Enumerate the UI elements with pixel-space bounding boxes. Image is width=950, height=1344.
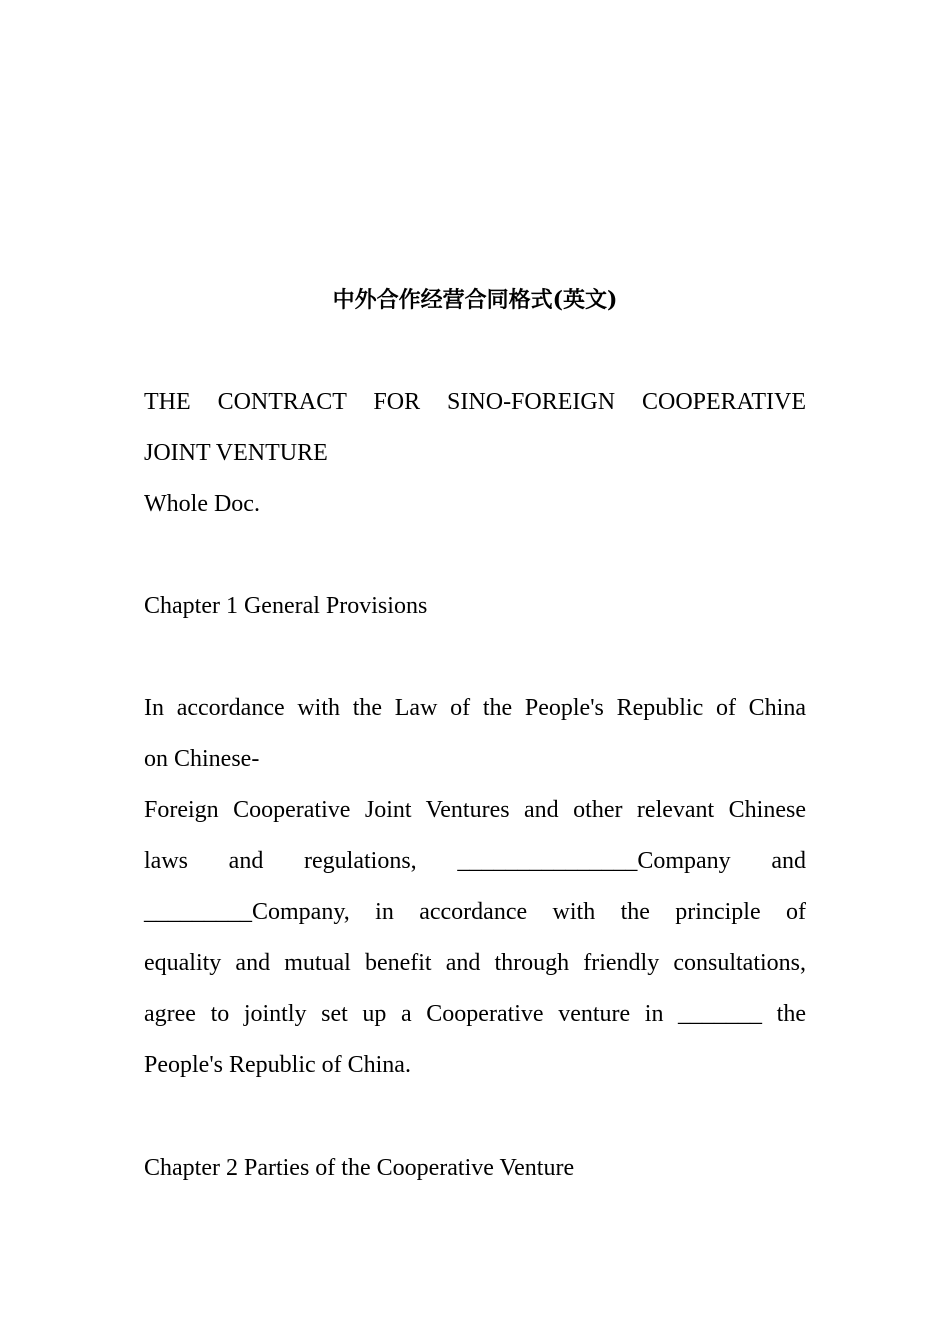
chapter-2-block — [144, 1143, 806, 1194]
contract-heading-line-2: JOINT VENTURE — [144, 440, 328, 466]
paragraph-line: _________Company, in accordance with the principle of — [144, 899, 806, 925]
general-provisions-paragraph — [144, 683, 806, 1091]
chapter-1-heading: Chapter 1 General Provisions — [144, 593, 428, 619]
contract-heading-block — [144, 377, 806, 530]
paragraph-line: agree to jointly set up a Cooperative venture in _______ the — [144, 1001, 806, 1027]
paragraph-line: equality and mutual benefit and through friendly consultations, — [144, 950, 806, 976]
chapter-2-heading: Chapter 2 Parties of the Cooperative Venture — [144, 1155, 575, 1181]
chapter-1-block — [144, 581, 806, 632]
paragraph-line: laws and regulations, _______________Company and — [144, 848, 806, 874]
whole-doc-label: Whole Doc. — [144, 491, 260, 517]
paragraph-line: In accordance with the Law of the People's Republic of China — [144, 695, 806, 721]
contract-heading-line-1: THE CONTRACT FOR SINO-FOREIGN COOPERATIVE — [144, 389, 806, 415]
paragraph-line: on Chinese- — [144, 746, 260, 772]
paragraph-line: Foreign Cooperative Joint Ventures and other relevant Chinese — [144, 797, 806, 823]
paragraph-line: People's Republic of China. — [144, 1052, 411, 1078]
document-title: 中外合作经营合同格式(英文) — [332, 287, 618, 313]
